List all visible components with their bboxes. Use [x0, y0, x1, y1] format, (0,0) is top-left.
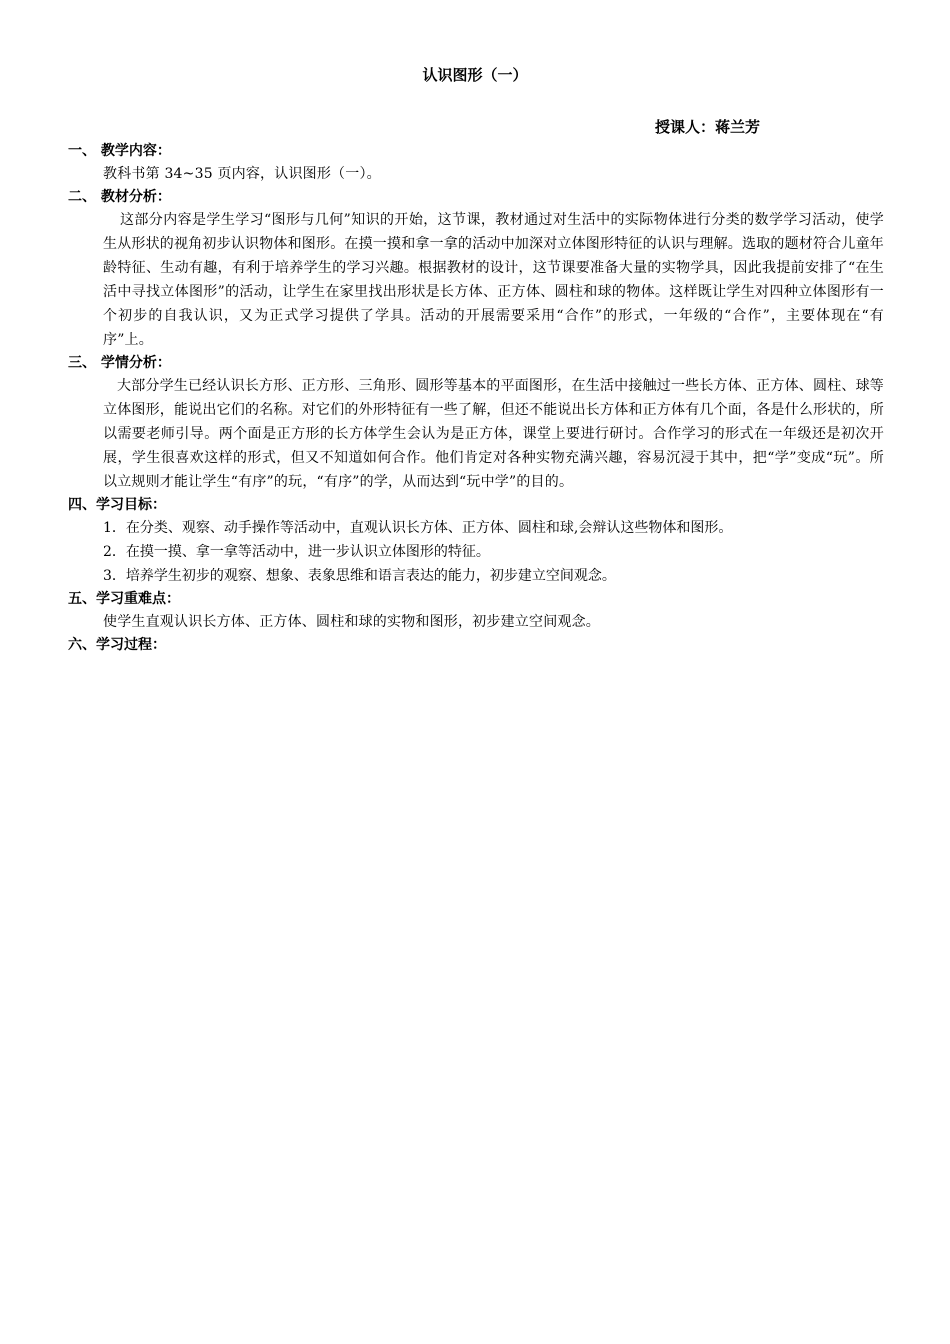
section-teaching-content [68, 140, 884, 186]
document-title: 认识图形（一） [422, 66, 528, 84]
section-material-analysis [68, 186, 884, 352]
list-item: 3．培养学生初步的观察、想象、表象思维和语言表达的能力，初步建立空间观念。 [103, 568, 616, 584]
section-learning-goals [68, 494, 884, 588]
section-student-analysis [68, 352, 884, 494]
document-body [68, 140, 884, 656]
author-line: 授课人：蒋兰芳 [655, 118, 761, 136]
section-heading: 四、学习目标： [68, 497, 166, 513]
section-learning-process [68, 634, 884, 656]
section-text: 教科书第 34~35 页内容，认识图形（一）。 [103, 166, 381, 182]
section-heading: 三、 学情分析： [68, 355, 171, 371]
section-heading: 二、 教材分析： [68, 189, 171, 205]
list-item: 2．在摸一摸、拿一拿等活动中，进一步认识立体图形的特征。 [103, 544, 490, 560]
section-key-points [68, 588, 884, 634]
section-heading: 一、 教学内容： [68, 143, 171, 159]
section-text: 使学生直观认识长方体、正方体、圆柱和球的实物和图形，初步建立空间观念。 [103, 614, 600, 630]
section-text: 这部分内容是学生学习“图形与几何”知识的开始，这节课，教材通过对生活中的实际物体进行分类的数学学习活动，使学生从形状的视角初步认识物体和图形。在摸一摸和拿一拿的活动中加深对立体图形特征的认识与理解。选取的题材符合儿童年龄特征、生动有趣，有利于培养学生的学习兴趣。根据教材的设计，这节课要准备大量的实物学具，因此我提前安排了“在生活中寻找立体图形”的活动，让学生在家里找出形状是长方体、正方体、圆柱和球的物体。这样既让学生对四种立体图形有一个初步的自我认识，又为正式学习提供了学具。活动的开展需要采用“合作”的形式，一年级的“合作”，主要体现在“有序”上。 [103, 212, 884, 348]
section-heading: 五、学习重难点： [68, 591, 180, 607]
section-heading: 六、学习过程： [68, 637, 166, 653]
section-text: 大部分学生已经认识长方形、正方形、三角形、圆形等基本的平面图形，在生活中接触过一些长方体、正方体、圆柱、球等立体图形，能说出它们的名称。对它们的外形特征有一些了解，但还不能说出长方体和正方体有几个面，各是什么形状的，所以需要老师引导。两个面是正方形的长方体学生会认为是正方体，课堂上要进行研讨。合作学习的形式在一年级还是初次开展，学生很喜欢这样的形式，但又不知道如何合作。他们肯定对各种实物充满兴趣，容易沉浸于其中，把“学”变成“玩”。所以立规则才能让学生“有序”的玩，“有序”的学，从而达到“玩中学”的目的。 [103, 378, 884, 490]
list-item: 1．在分类、观察、动手操作等活动中，直观认识长方体、正方体、圆柱和球,会辩认这些物体和图形。 [103, 520, 733, 536]
